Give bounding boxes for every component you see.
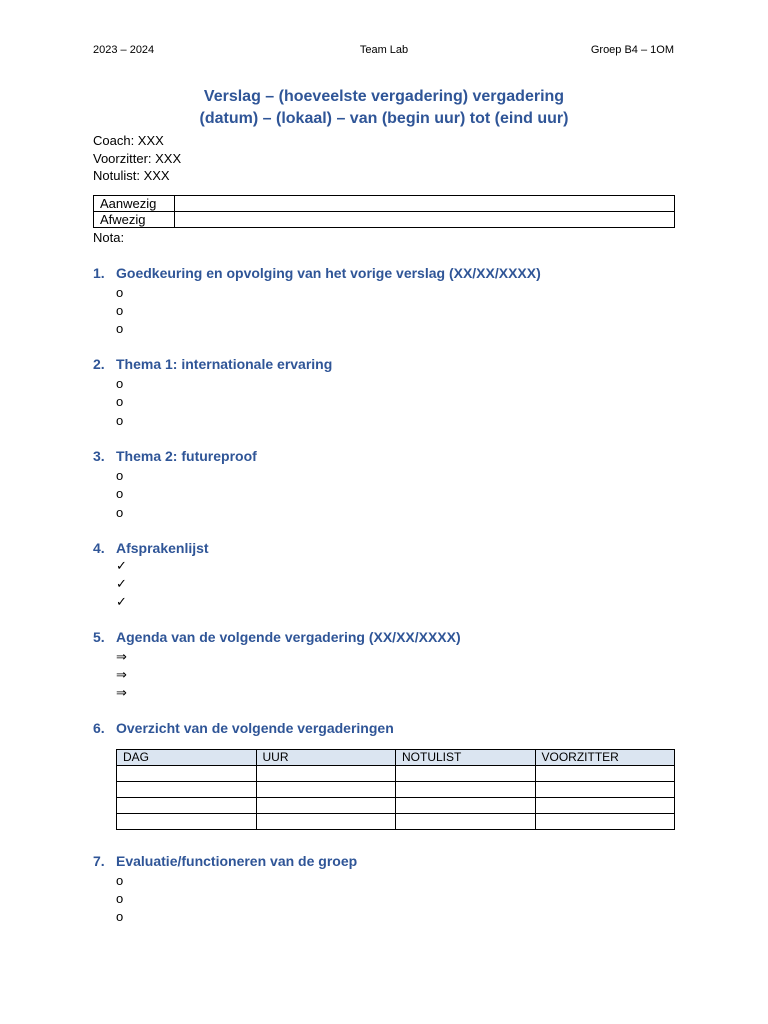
bullet-item: o [116,394,124,409]
bullet-item: o [116,413,124,428]
table-cell[interactable] [256,766,396,782]
arrow-item: ⇒ [116,667,127,682]
chair-line: Voorzitter: XXX [93,151,182,166]
attendance-table [93,195,675,228]
table-cell[interactable] [396,782,536,798]
section-number: 6. [93,720,105,736]
bullet-item: o [116,909,124,924]
header-year: 2023 – 2024 [93,44,155,56]
section-number: 3. [93,448,105,464]
attendance-row-present [94,196,675,212]
section-heading-7 [93,853,357,869]
section-number: 2. [93,356,105,372]
present-label: Aanwezig [94,196,175,212]
table-cell[interactable] [256,814,396,830]
section-heading-5 [93,629,461,645]
nota-label: Nota: [93,230,125,245]
table-cell[interactable] [117,814,257,830]
section-title: Afsprakenlijst [116,540,209,556]
section-heading-1 [93,265,541,281]
checkmark-item: ✓ [116,576,127,591]
bullet-item: o [116,285,124,300]
table-row [117,782,675,798]
bullet-item: o [116,873,124,888]
table-cell[interactable] [256,782,396,798]
header-team: Team Lab [359,44,409,56]
bullet-item: o [116,321,124,336]
absent-label: Afwezig [94,212,175,228]
meeting-schedule-table [116,749,675,830]
arrow-item: ⇒ [116,649,127,664]
section-title: Evaluatie/functioneren van de groep [116,853,358,869]
present-cell[interactable] [175,196,675,212]
header-group: Groep B4 – 1OM [590,44,674,56]
section-number: 5. [93,629,105,645]
report-title: Verslag – (hoeveelste vergadering) vergadering [203,88,565,105]
bullet-item: o [116,486,124,501]
secretary-line: Notulist: XXX [93,168,170,183]
section-heading-6 [93,720,394,736]
table-cell[interactable] [396,814,536,830]
table-cell[interactable] [535,782,675,798]
section-title: Goedkeuring en opvolging van het vorige verslag (XX/XX/XXXX) [116,265,541,281]
column-header-chair: VOORZITTER [535,750,675,766]
checkmark-item: ✓ [116,594,127,609]
bullet-item: o [116,468,124,483]
section-heading-4 [93,540,209,556]
coach-line: Coach: XXX [93,133,164,148]
table-cell[interactable] [117,782,257,798]
section-title: Agenda van de volgende vergadering (XX/XX/XXXX) [116,629,461,645]
attendance-row-absent [94,212,675,228]
section-number: 4. [93,540,105,556]
column-header-secretary: NOTULIST [396,750,536,766]
section-number: 7. [93,853,105,869]
section-heading-3 [93,448,257,464]
table-cell[interactable] [535,814,675,830]
section-title: Thema 1: internationale ervaring [116,356,333,372]
section-heading-2 [93,356,332,372]
section-title: Overzicht van de volgende vergaderingen [116,720,394,736]
checkmark-item: ✓ [116,558,127,573]
table-cell[interactable] [256,798,396,814]
bullet-item: o [116,505,124,520]
table-row [117,766,675,782]
section-number: 1. [93,265,105,281]
column-header-time: UUR [256,750,396,766]
report-subtitle: (datum) – (lokaal) – van (begin uur) tot (eind uur) [199,110,569,127]
table-cell[interactable] [535,798,675,814]
bullet-item: o [116,303,124,318]
table-cell[interactable] [396,766,536,782]
column-header-day: DAG [117,750,257,766]
table-cell[interactable] [396,798,536,814]
table-cell[interactable] [535,766,675,782]
bullet-item: o [116,891,124,906]
table-cell[interactable] [117,766,257,782]
table-row [117,814,675,830]
arrow-item: ⇒ [116,685,127,700]
section-title: Thema 2: futureproof [116,448,257,464]
table-header-row [117,750,675,766]
absent-cell[interactable] [175,212,675,228]
table-cell[interactable] [117,798,257,814]
bullet-item: o [116,376,124,391]
table-row [117,798,675,814]
